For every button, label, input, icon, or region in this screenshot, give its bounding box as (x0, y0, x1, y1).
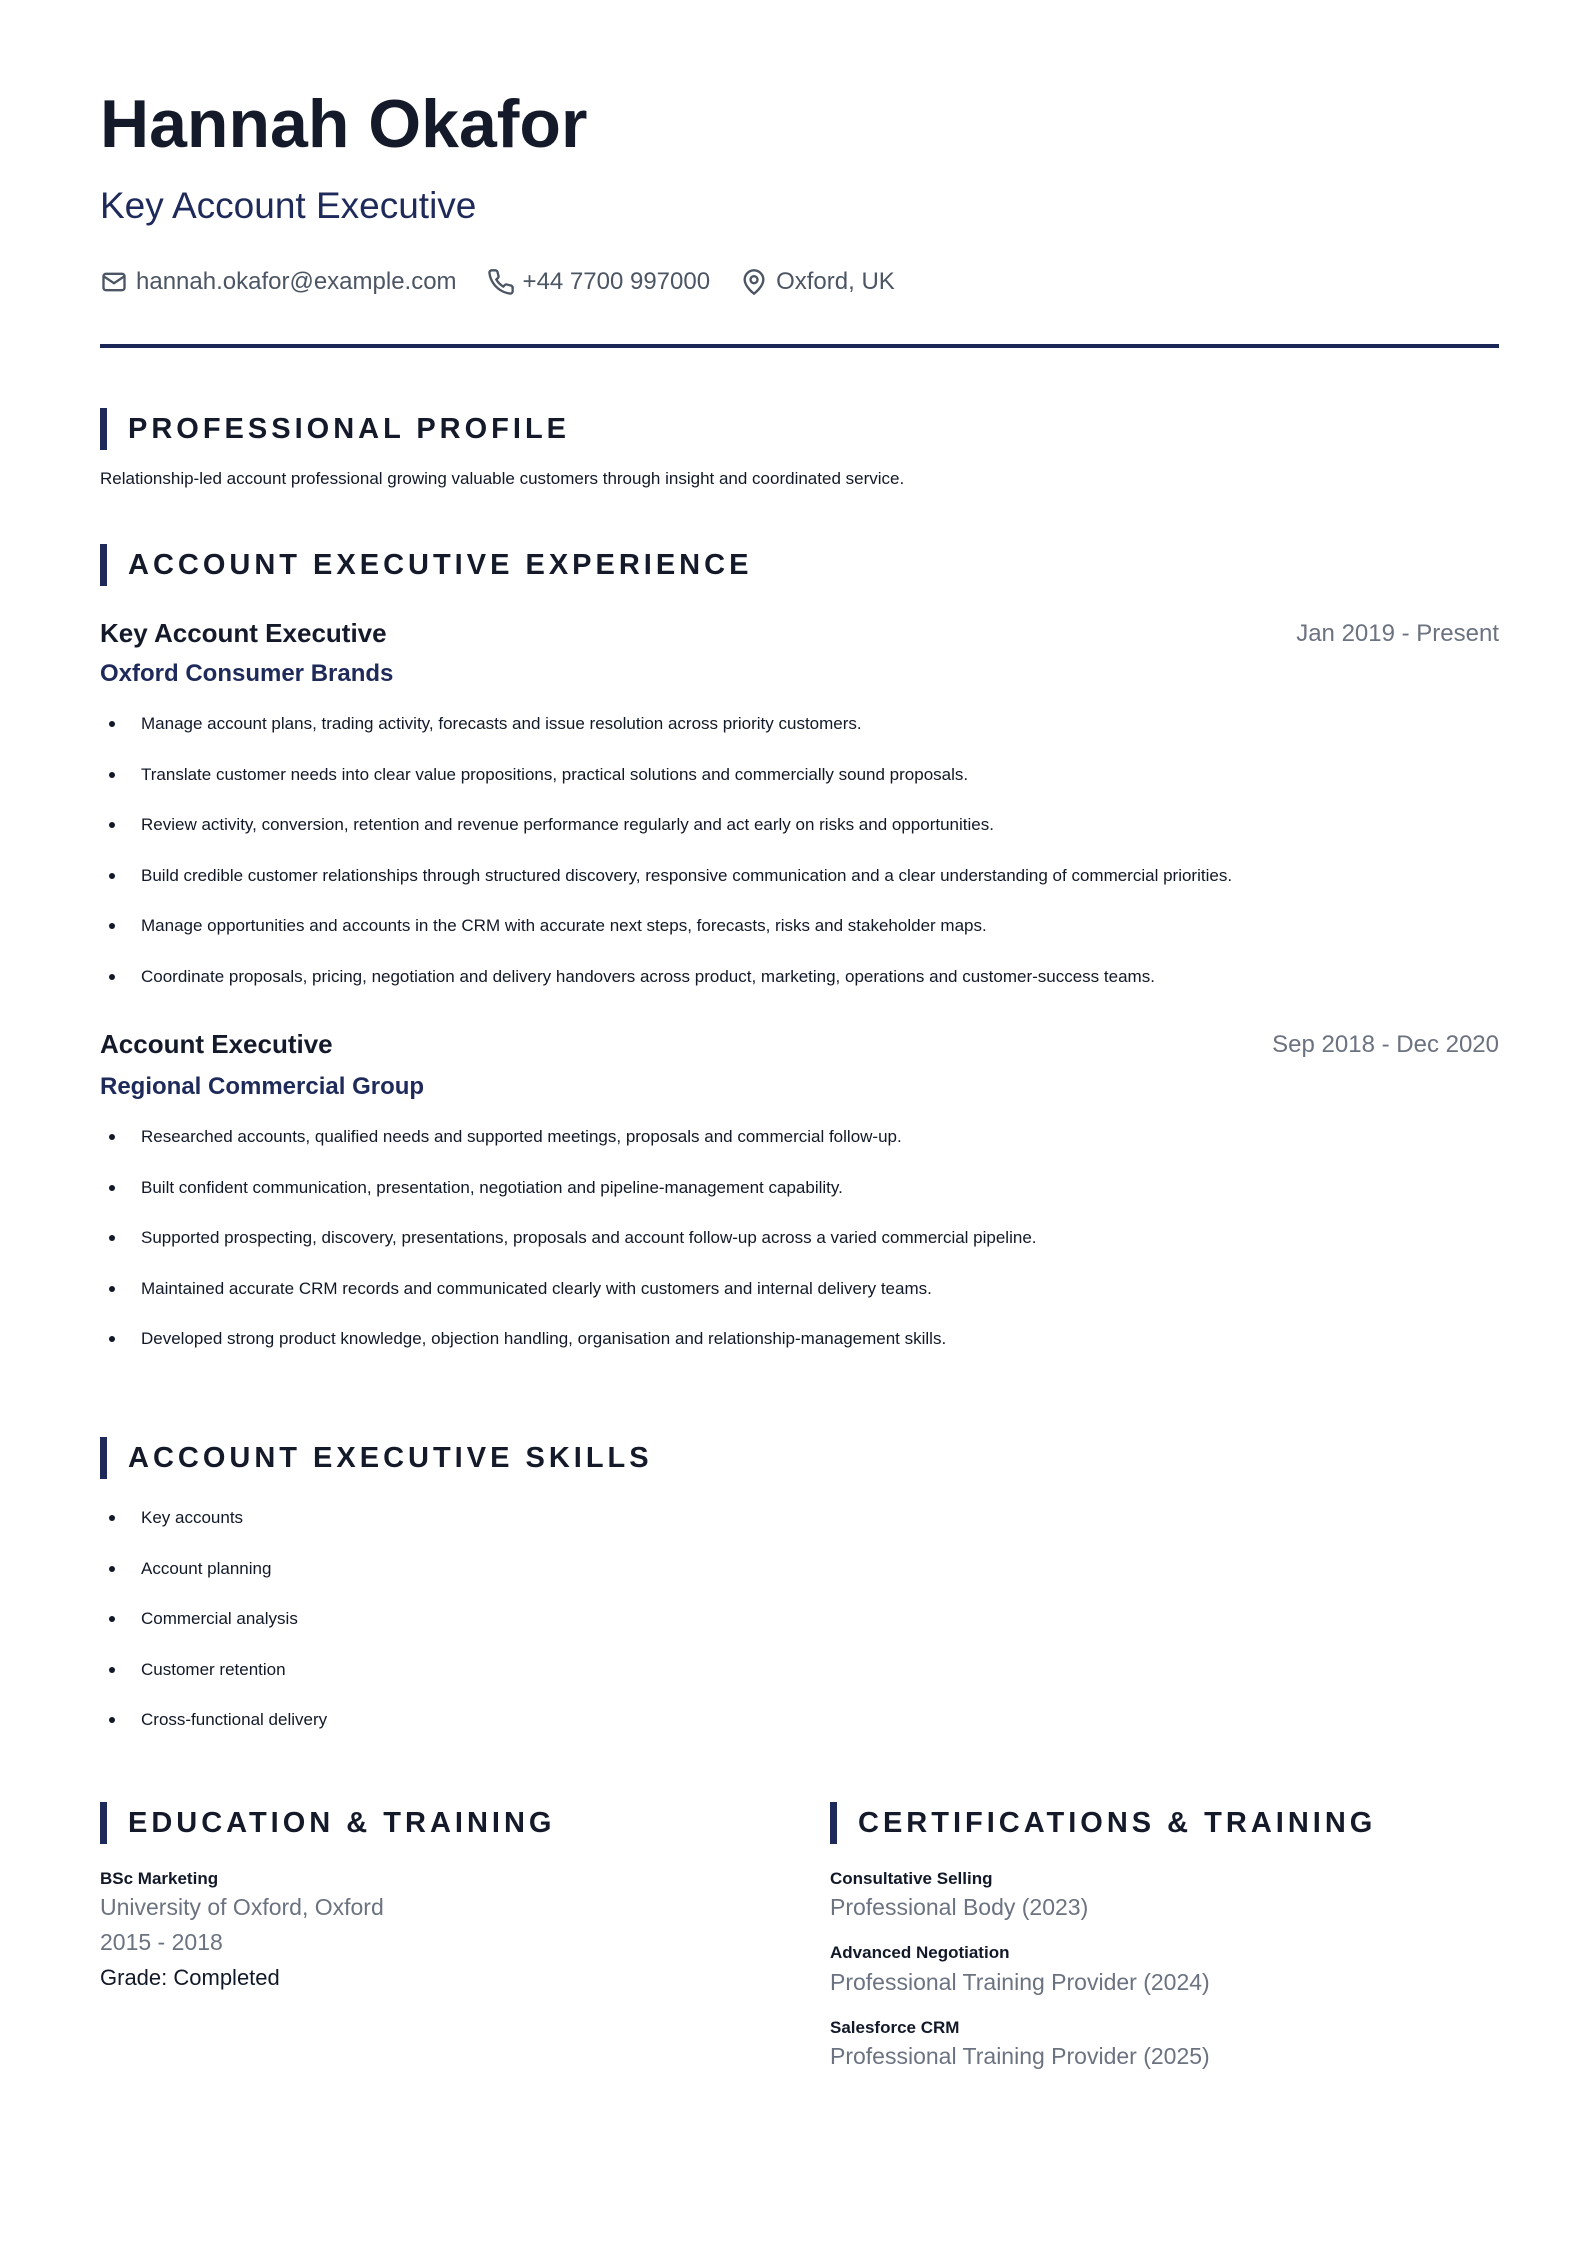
job-dates: Sep 2018 - Dec 2020 (1272, 1031, 1499, 1058)
certification-provider: Professional Body (2023) (830, 1894, 1089, 1920)
list-item: Key accounts (100, 1507, 327, 1558)
certification-name: Consultative Selling (830, 1869, 993, 1888)
candidate-role: Key Account Executive (100, 185, 477, 226)
mail-icon (100, 268, 128, 296)
contact-location (740, 268, 895, 297)
heading-accent-bar (100, 1437, 107, 1479)
institution-name: University of Oxford, Oxford (100, 1894, 384, 1920)
job-bullets (100, 1126, 1037, 1379)
education-grade: Grade: Completed (100, 1965, 280, 1990)
list-item: Developed strong product knowledge, objection handling, organisation and relationship-management skills. (100, 1328, 1037, 1379)
experience-heading (100, 544, 752, 586)
list-item: Coordinate proposals, pricing, negotiation and delivery handovers across product, marketing, operations and customer-success teams. (100, 966, 1232, 1017)
job-title: Key Account Executive (100, 618, 387, 648)
profile-summary: Relationship-led account professional growing valuable customers through insight and coordinated service. (100, 469, 905, 488)
list-item: Built confident communication, presentation, negotiation and pipeline-management capability. (100, 1177, 1037, 1228)
list-item: Review activity, conversion, retention and revenue performance regularly and act early on risks and opportunities. (100, 814, 1232, 865)
skills-heading (100, 1437, 653, 1479)
list-item: Account planning (100, 1558, 327, 1609)
certification-provider: Professional Training Provider (2025) (830, 2043, 1210, 2069)
list-item: Manage opportunities and accounts in the CRM with accurate next steps, forecasts, risks and stakeholder maps. (100, 915, 1232, 966)
education-heading (100, 1802, 555, 1844)
profile-heading (100, 408, 570, 450)
experience-heading-text: ACCOUNT EXECUTIVE EXPERIENCE (128, 548, 753, 581)
contact-row (100, 268, 895, 297)
list-item: Manage account plans, trading activity, forecasts and issue resolution across priority customers. (100, 713, 1232, 764)
list-item: Researched accounts, qualified needs and supported meetings, proposals and commercial follow-up. (100, 1126, 1037, 1177)
contact-email[interactable] (100, 268, 457, 297)
heading-accent-bar (100, 544, 107, 586)
heading-accent-bar (830, 1802, 837, 1844)
phone-icon (487, 268, 515, 296)
heading-accent-bar (100, 1802, 107, 1844)
heading-accent-bar (100, 408, 107, 450)
header-divider (100, 344, 1499, 348)
certification-name: Salesforce CRM (830, 2018, 960, 2037)
phone-text: +44 7700 997000 (522, 268, 711, 295)
education-heading-text: EDUCATION & TRAINING (128, 1806, 556, 1839)
job-dates: Jan 2019 - Present (1296, 620, 1499, 647)
list-item: Translate customer needs into clear value propositions, practical solutions and commercially sound proposals. (100, 764, 1232, 815)
certifications-heading (830, 1802, 1376, 1844)
list-item: Supported prospecting, discovery, presentations, proposals and account follow-up across a varied commercial pipeline. (100, 1227, 1037, 1278)
profile-heading-text: PROFESSIONAL PROFILE (128, 412, 571, 445)
map-pin-icon (740, 268, 768, 296)
location-text: Oxford, UK (776, 268, 895, 295)
certification-provider: Professional Training Provider (2024) (830, 1969, 1210, 1995)
job-bullets (100, 713, 1232, 1016)
contact-phone[interactable] (487, 268, 711, 297)
email-text: hannah.okafor@example.com (136, 268, 457, 295)
education-years: 2015 - 2018 (100, 1929, 223, 1955)
degree-name: BSc Marketing (100, 1869, 219, 1888)
candidate-name: Hannah Okafor (100, 86, 588, 162)
job-company: Oxford Consumer Brands (100, 660, 394, 687)
certifications-heading-text: CERTIFICATIONS & TRAINING (858, 1806, 1377, 1839)
list-item: Build credible customer relationships through structured discovery, responsive communication and a clear understanding of commercial priorities. (100, 865, 1232, 916)
list-item: Commercial analysis (100, 1608, 327, 1659)
skills-heading-text: ACCOUNT EXECUTIVE SKILLS (128, 1441, 653, 1474)
list-item: Maintained accurate CRM records and communicated clearly with customers and internal delivery teams. (100, 1278, 1037, 1329)
skills-list (100, 1507, 327, 1760)
certification-name: Advanced Negotiation (830, 1943, 1010, 1962)
list-item: Cross-functional delivery (100, 1709, 327, 1760)
job-company: Regional Commercial Group (100, 1073, 425, 1100)
list-item: Customer retention (100, 1659, 327, 1710)
job-title: Account Executive (100, 1029, 333, 1059)
